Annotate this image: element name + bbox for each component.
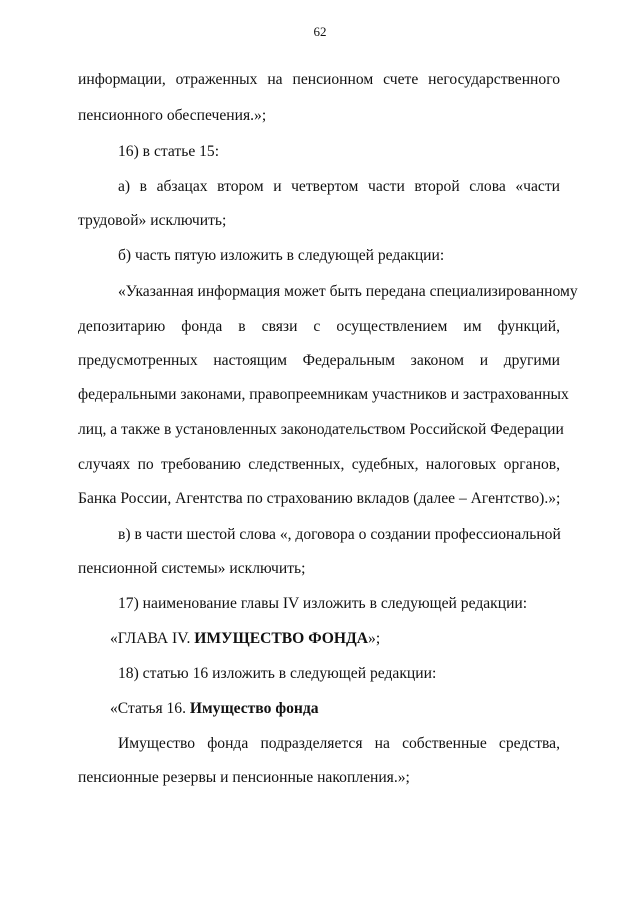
text-line-7: «Указанная информация может быть передана специализированному — [118, 283, 578, 300]
article-heading — [110, 699, 560, 719]
text-line-18: 18) статью 16 изложить в следующей редакции: — [118, 665, 437, 682]
text-line-6: б) часть пятую изложить в следующей редакции: — [118, 247, 445, 264]
text-line-8: депозитарию фонда в связи с осуществлением им функций, — [78, 318, 560, 335]
article-heading-prefix: «Статья 16. — [110, 700, 190, 717]
chapter-heading-prefix: «ГЛАВА IV. — [110, 630, 195, 647]
chapter-heading-title: ИМУЩЕСТВО ФОНДА — [194, 630, 369, 647]
page-number: 62 — [313, 24, 327, 39]
chapter-heading-suffix: »; — [368, 630, 381, 647]
text-line-15: пенсионной системы» исключить; — [78, 560, 306, 577]
text-line-16: 17) наименование главы IV изложить в следующей редакции: — [118, 595, 528, 612]
text-line-1: информации, отраженных на пенсионном счете негосударственного — [78, 71, 560, 88]
text-line-11: лиц, а также в установленных законодательством Российской Федерации — [78, 421, 564, 438]
article-heading-title: Имущество фонда — [189, 700, 319, 717]
text-line-14: в) в части шестой слова «, договора о создании профессиональной — [118, 526, 561, 543]
text-line-21: пенсионные резервы и пенсионные накопления.»; — [78, 769, 410, 786]
text-line-20: Имущество фонда подразделяется на собственные средства, — [118, 735, 560, 752]
text-line-4: а) в абзацах втором и четвертом части второй слова «части — [118, 178, 560, 195]
chapter-heading — [110, 629, 560, 649]
text-line-3: 16) в статье 15: — [118, 143, 220, 160]
text-line-5: трудовой» исключить; — [78, 212, 227, 229]
text-line-13: Банка России, Агентства по страхованию вкладов (далее – Агентство).»; — [78, 490, 561, 507]
text-line-10: федеральными законами, правопреемникам участников и застрахованных — [78, 386, 569, 403]
text-line-2: пенсионного обеспечения.»; — [78, 107, 267, 124]
text-line-9: предусмотренных настоящим Федеральным законом и другими — [78, 352, 560, 369]
text-line-12: случаях по требованию следственных, судебных, налоговых органов, — [78, 456, 560, 473]
